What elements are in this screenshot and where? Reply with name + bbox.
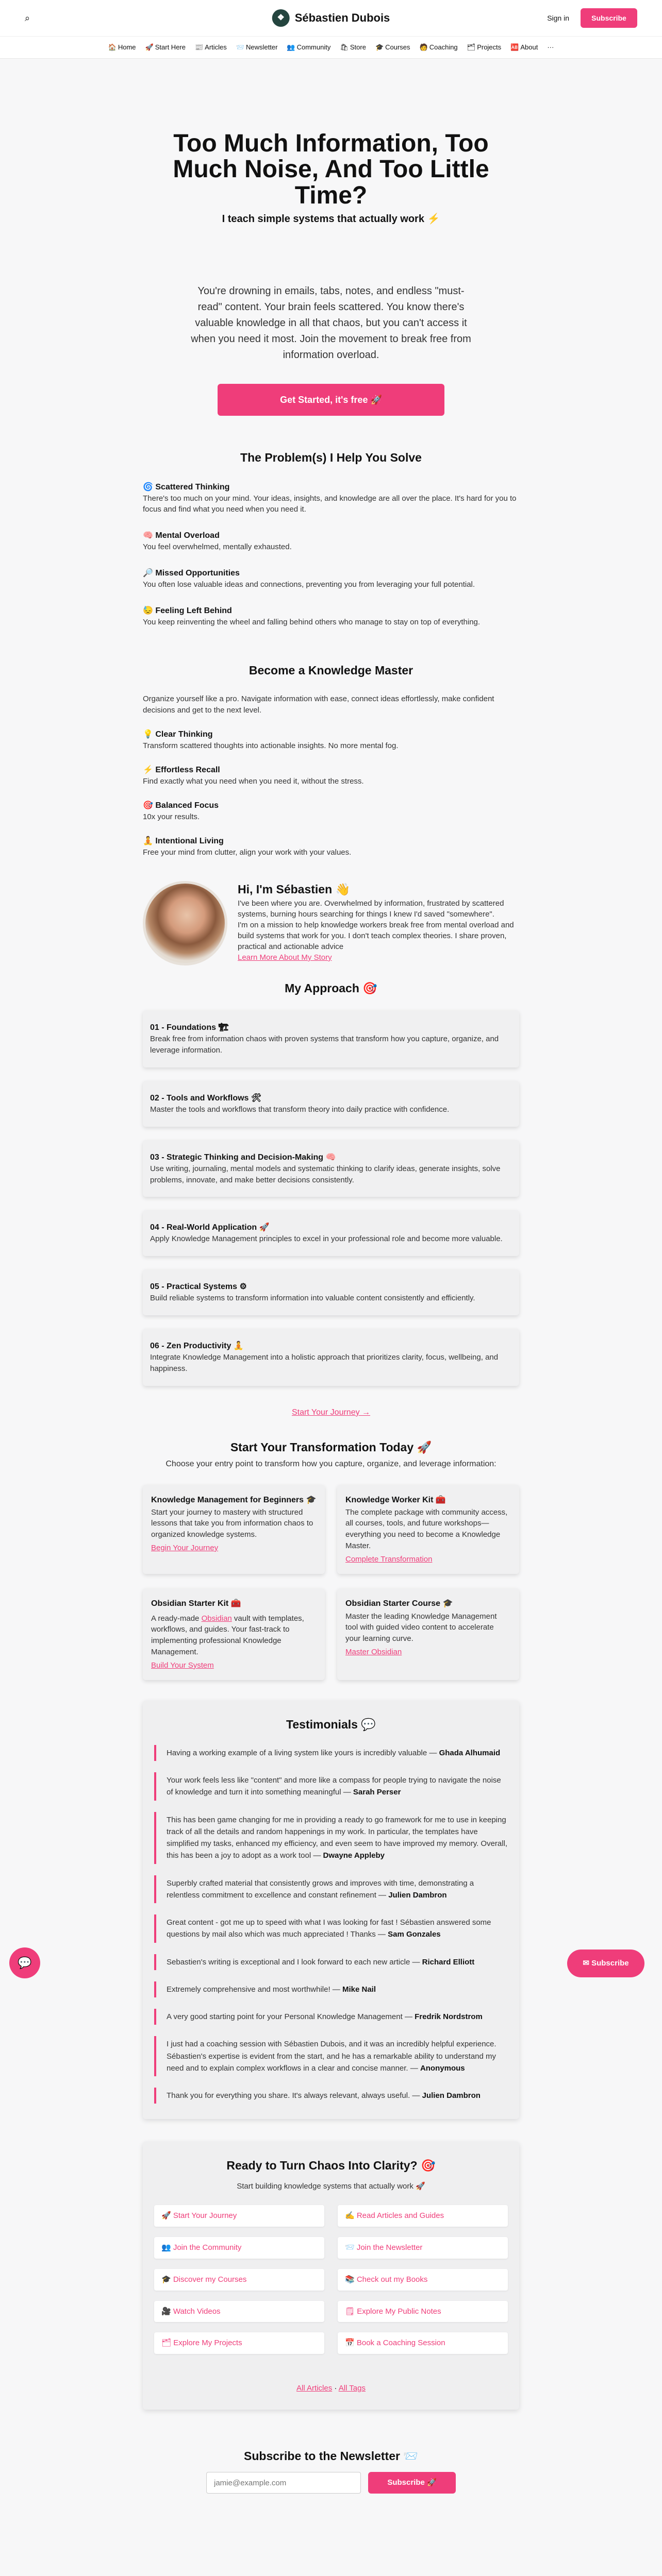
nav-label: Start Here bbox=[155, 43, 186, 51]
nav-item-courses[interactable] bbox=[375, 43, 410, 53]
offer-card bbox=[337, 1485, 519, 1574]
approach-title: 05 - Practical Systems ⚙ bbox=[150, 1282, 247, 1292]
problems-section bbox=[143, 449, 519, 628]
nav-label: Articles bbox=[205, 43, 227, 51]
offer-link[interactable]: Begin Your Journey bbox=[151, 1543, 219, 1552]
testimonial-author: Anonymous bbox=[420, 2063, 465, 2073]
newsletter-subscribe-button[interactable]: Subscribe 🚀 bbox=[368, 2472, 456, 2494]
offer-link[interactable]: Master Obsidian bbox=[345, 1647, 402, 1656]
about-title: Hi, I'm Sébastien 👋 bbox=[238, 882, 351, 896]
signin-link[interactable]: Sign in bbox=[547, 13, 569, 22]
item-title: 🔎 Missed Opportunities bbox=[143, 569, 240, 578]
nav-icon: 🚀 bbox=[145, 43, 154, 51]
testimonial-author: Sarah Perser bbox=[353, 1788, 401, 1797]
item-text: There's too much on your mind. Your ideas, insights, and knowledge are all over the place. It's hard for you to focus and find what you need when you need it. bbox=[143, 494, 517, 514]
offer-text: Master the leading Knowledge Management tool with guided video content to accelerate your learning curve. bbox=[345, 1612, 497, 1643]
offer-title: Knowledge Management for Beginners 🎓 bbox=[151, 1495, 317, 1504]
approach-text: Break free from information chaos with proven systems that transform how you capture, organize, and leverage information. bbox=[150, 1035, 499, 1055]
email-field[interactable] bbox=[206, 2472, 361, 2494]
offer-text-post: vault with templates, workflows, and guides. Your fast-track to implementing professional Knowledge Management. bbox=[151, 1614, 304, 1656]
knowledge-master-section bbox=[143, 662, 519, 858]
avatar bbox=[143, 881, 227, 965]
item-text: You feel overwhelmed, mentally exhausted. bbox=[143, 543, 292, 552]
nav-item-coaching[interactable] bbox=[420, 43, 458, 53]
testimonial-text: Superbly crafted material that consistently grows and improves with time, demonstrating a relentless commitment to excellence and constant refinement — bbox=[167, 1878, 474, 1900]
about-section bbox=[143, 881, 519, 965]
cta-link[interactable]: 👥 Join the Community bbox=[154, 2237, 324, 2259]
ready-lead: Start building knowledge systems that actually work 🚀 bbox=[237, 2181, 425, 2191]
nav-label: Community bbox=[296, 43, 331, 51]
nav-item-store[interactable] bbox=[340, 43, 366, 53]
nav-icon: 📰 bbox=[194, 43, 204, 51]
approach-text: Build reliable systems to transform information into valuable content consistently and efficiently. bbox=[150, 1294, 475, 1303]
testimonial bbox=[154, 1914, 508, 1943]
item-text: Transform scattered thoughts into actionable insights. No more mental fog. bbox=[143, 741, 399, 751]
offer-card bbox=[143, 1485, 325, 1574]
approach-card bbox=[143, 1140, 519, 1197]
testimonial-author: Dwayne Appleby bbox=[323, 1851, 385, 1860]
testimonial bbox=[154, 1812, 508, 1864]
approach-text: Integrate Knowledge Management into a holistic approach that prioritizes clarity, focus, wellbeing, and happiness. bbox=[150, 1353, 499, 1374]
approach-text: Use writing, journaling, mental models and systematic thinking to clarify ideas, generate insights, solve problems, innovate, and make better decisions consistently. bbox=[150, 1164, 501, 1184]
get-started-button[interactable]: Get Started, it's free 🚀 bbox=[218, 384, 444, 416]
testimonial-text: I just had a coaching session with Sébastien Dubois, and it was an incredibly helpful experience. Sébastien's expertise is evident from the start, and he has a remarkable ability to understand my need and to explain complex workflows in a clear and concise manner. — bbox=[167, 2040, 496, 2073]
item-title: ⚡ Effortless Recall bbox=[143, 765, 220, 774]
nav-label: Store bbox=[350, 43, 366, 51]
testimonial bbox=[154, 1981, 508, 1997]
benefit-item bbox=[143, 764, 519, 787]
testimonial-author: Julien Dambron bbox=[422, 2091, 481, 2100]
approach-card bbox=[143, 1210, 519, 1256]
nav-item-newsletter[interactable] bbox=[236, 43, 278, 53]
km-title: Become a Knowledge Master bbox=[249, 664, 413, 677]
nav-label: Home bbox=[118, 43, 136, 51]
offer-link[interactable]: Build Your System bbox=[151, 1660, 214, 1670]
problems-title: The Problem(s) I Help You Solve bbox=[240, 451, 422, 465]
nav-item-articles[interactable] bbox=[195, 43, 227, 53]
approach-title: 03 - Strategic Thinking and Decision-Making 🧠 bbox=[150, 1153, 336, 1162]
offer-text: The complete package with community access, all courses, tools, and future workshops—everything you need to become a Knowledge Master. bbox=[345, 1507, 508, 1550]
testimonial-text: Sebastien's writing is exceptional and I look forward to each new article — bbox=[167, 1957, 422, 1967]
item-text: You keep reinventing the wheel and falling behind others who manage to stay on top of everything. bbox=[143, 618, 481, 627]
nav-item-home[interactable] bbox=[108, 43, 136, 53]
benefit-item bbox=[143, 728, 519, 752]
nav-label: ··· bbox=[547, 43, 554, 51]
cta-link[interactable]: 🎥 Watch Videos bbox=[154, 2301, 324, 2323]
testimonial bbox=[154, 2088, 508, 2104]
offer-title: Obsidian Starter Course 🎓 bbox=[345, 1599, 453, 1608]
about-story-link[interactable]: Learn More About My Story bbox=[238, 953, 332, 962]
main-nav bbox=[0, 36, 662, 59]
testimonial-author: Mike Nail bbox=[342, 1985, 376, 1994]
nav-label: About bbox=[520, 43, 538, 51]
testimonial bbox=[154, 2009, 508, 2025]
item-text: You often lose valuable ideas and connections, preventing you from leveraging your full potential. bbox=[143, 580, 475, 589]
nav-icon: 📨 bbox=[236, 43, 244, 51]
testimonial-text: This has been game changing for me in providing a ready to go framework for me to use in keeping track of all the details and random happenings in my work. In particular, the templates have simplified my tasks, enhanced my efficiency, and even seem to have improved my memory. Overall, this has been a joy to adopt as a work tool — bbox=[167, 1815, 508, 1860]
offer-title: Knowledge Worker Kit 🧰 bbox=[345, 1495, 446, 1504]
testimonial bbox=[154, 1954, 508, 1970]
testimonial-author: Richard Elliott bbox=[422, 1957, 475, 1967]
testimonial bbox=[154, 1745, 508, 1761]
newsletter-form bbox=[0, 2472, 662, 2494]
hero bbox=[0, 59, 662, 416]
nav-item--[interactable] bbox=[547, 43, 554, 53]
item-text: 10x your results. bbox=[143, 812, 200, 821]
benefit-item bbox=[143, 481, 519, 516]
benefit-item bbox=[143, 605, 519, 628]
about-text-2: I'm on a mission to help knowledge workers break free from mental overload and build systems that work for you. I don't teach complex theories. I share proven, practical and actionable advice bbox=[238, 920, 514, 951]
logo-mark-icon: ❖ bbox=[272, 9, 290, 27]
hero-intro: You're drowning in emails, tabs, notes, and endless "must-read" content. Your brain feels scattered. You know there's valuable knowledge in all that chaos, but you can't access it when you need it most. Join the movement to break free from information overload. bbox=[191, 285, 471, 361]
newsletter-title: Subscribe to the Newsletter 📨 bbox=[244, 2449, 418, 2463]
all-tags-link[interactable]: All Tags bbox=[338, 2384, 366, 2393]
site-header bbox=[0, 0, 662, 36]
offer-link[interactable]: Complete Transformation bbox=[345, 1554, 433, 1564]
nav-icon: 👥 bbox=[287, 43, 295, 51]
km-lead: Organize yourself like a pro. Navigate information with ease, connect ideas effortlessly, make confident decisions and get to the next level. bbox=[143, 694, 494, 715]
transform-title: Start Your Transformation Today 🚀 bbox=[230, 1440, 432, 1454]
testimonial-text: Great content - got me up to speed with what I was looking for fast ! Sébastien answered some questions by mail also which was much appreciated ! Thanks — bbox=[167, 1918, 491, 1939]
testimonial-author: Fredrik Nordstrom bbox=[415, 2012, 483, 2022]
cta-link[interactable]: 🗒 Explore My Public Notes bbox=[338, 2301, 508, 2323]
offer-text: Start your journey to mastery with structured lessons that take you from information chaos to organized knowledge systems. bbox=[151, 1507, 313, 1539]
about-text-1: I've been where you are. Overwhelmed by information, frustrated by scattered systems, burning hours searching for things I knew I'd saved "somewhere". bbox=[238, 899, 504, 919]
chat-bubble-icon[interactable]: 💬 bbox=[9, 1947, 40, 1978]
testimonials-title: Testimonials 💬 bbox=[286, 1718, 376, 1732]
cta-link[interactable]: 🗂 Explore My Projects bbox=[154, 2332, 324, 2354]
testimonial-text: Your work feels less like "content" and more like a compass for people trying to navigate the noise of knowledge and turn it into something meaningful — bbox=[167, 1776, 501, 1797]
subscribe-button[interactable]: Subscribe bbox=[581, 8, 637, 28]
approach-card bbox=[143, 1010, 519, 1067]
approach-card bbox=[143, 1329, 519, 1386]
approach-title: 06 - Zen Productivity 🧘 bbox=[150, 1342, 244, 1351]
approach-title: My Approach 🎯 bbox=[285, 981, 377, 995]
approach-card bbox=[143, 1269, 519, 1315]
offer-text-pre: A ready-made bbox=[151, 1614, 202, 1623]
approach-title: 04 - Real-World Application 🚀 bbox=[150, 1223, 270, 1232]
item-title: 🧠 Mental Overload bbox=[143, 531, 220, 540]
nav-label: Projects bbox=[477, 43, 502, 51]
testimonial-text: Thank you for everything you share. It's always relevant, always useful. — bbox=[167, 2091, 422, 2100]
cta-link[interactable]: 📨 Join the Newsletter bbox=[338, 2237, 508, 2259]
approach-text: Master the tools and workflows that transform theory into daily practice with confidence. bbox=[150, 1105, 450, 1114]
offer-card bbox=[337, 1588, 519, 1680]
testimonial-text: A very good starting point for your Personal Knowledge Management — bbox=[167, 2012, 415, 2022]
testimonial bbox=[154, 2036, 508, 2076]
approach-title: 01 - Foundations 🏗 bbox=[150, 1023, 229, 1032]
cta-link[interactable]: 📅 Book a Coaching Session bbox=[338, 2332, 508, 2354]
offer-title: Obsidian Starter Kit 🧰 bbox=[151, 1599, 241, 1608]
item-title: 😓 Feeling Left Behind bbox=[143, 606, 232, 616]
start-journey-link[interactable]: Start Your Journey → bbox=[291, 1408, 371, 1417]
nav-icon: 🎓 bbox=[375, 43, 384, 51]
testimonial-text: Having a working example of a living system like yours is incredibly valuable — bbox=[167, 1748, 439, 1757]
nav-icon: 🧑 bbox=[419, 43, 428, 51]
approach-text: Apply Knowledge Management principles to excel in your professional role and become more valuable. bbox=[150, 1234, 503, 1244]
cta-link[interactable]: ✍ Read Articles and Guides bbox=[338, 2205, 508, 2227]
nav-icon: 🏠 bbox=[108, 43, 117, 51]
testimonial-author: Sam Gonzales bbox=[388, 1930, 441, 1939]
nav-icon: 🗂 bbox=[467, 43, 476, 51]
benefit-item bbox=[143, 530, 519, 553]
nav-item-start-here[interactable] bbox=[145, 43, 186, 53]
item-title: 🌀 Scattered Thinking bbox=[143, 482, 230, 492]
transformation-section bbox=[143, 1439, 519, 1680]
item-title: 🎯 Balanced Focus bbox=[143, 801, 219, 810]
offer-card bbox=[143, 1588, 325, 1680]
newsletter-section bbox=[0, 2448, 662, 2494]
nav-icon: 🆎 bbox=[510, 43, 519, 51]
approach-section bbox=[143, 980, 519, 1418]
brand-name: Sébastien Dubois bbox=[294, 11, 390, 25]
approach-title: 02 - Tools and Workflows 🛠 bbox=[150, 1093, 262, 1103]
nav-icon: 🛍 bbox=[340, 43, 349, 51]
benefit-item bbox=[143, 835, 519, 858]
ready-title: Ready to Turn Chaos Into Clarity? 🎯 bbox=[226, 2159, 436, 2173]
hero-tagline: I teach simple systems that actually work ⚡ bbox=[222, 213, 440, 225]
offer-text bbox=[151, 1611, 317, 1658]
all-articles-link[interactable]: All Articles bbox=[296, 2384, 333, 2393]
ready-section bbox=[143, 2142, 519, 2410]
nav-item-about[interactable] bbox=[510, 43, 538, 53]
nav-item-community[interactable] bbox=[287, 43, 330, 53]
obsidian-link[interactable]: Obsidian bbox=[201, 1614, 232, 1623]
testimonial-author: Ghada Alhumaid bbox=[439, 1748, 501, 1757]
approach-card bbox=[143, 1081, 519, 1127]
transform-lead: Choose your entry point to transform how you capture, organize, and leverage information: bbox=[166, 1460, 496, 1469]
testimonial-text: Extremely comprehensive and most worthwhile! — bbox=[167, 1985, 342, 1994]
testimonial-author: Julien Dambron bbox=[388, 1890, 447, 1900]
item-text: Find exactly what you need when you need it, without the stress. bbox=[143, 776, 364, 786]
benefit-item bbox=[143, 567, 519, 590]
item-title: 💡 Clear Thinking bbox=[143, 730, 213, 739]
testimonials-section bbox=[143, 1701, 519, 2119]
cta-link[interactable]: 📚 Check out my Books bbox=[338, 2269, 508, 2291]
separator: · bbox=[332, 2384, 339, 2393]
testimonial bbox=[154, 1772, 508, 1801]
nav-label: Courses bbox=[385, 43, 410, 51]
floating-subscribe-button[interactable]: ✉ Subscribe bbox=[567, 1950, 644, 1977]
testimonial bbox=[154, 1875, 508, 1904]
benefit-item bbox=[143, 800, 519, 823]
cta-link[interactable]: 🎓 Discover my Courses bbox=[154, 2269, 324, 2291]
item-title: 🧘 Intentional Living bbox=[143, 836, 224, 845]
hero-title: Too Much Information, Too Much Noise, And Too Little Time? bbox=[173, 130, 489, 209]
nav-label: Coaching bbox=[429, 43, 458, 51]
item-text: Free your mind from clutter, align your work with your values. bbox=[143, 848, 352, 857]
search-icon[interactable]: ⌕ bbox=[25, 12, 30, 23]
cta-link[interactable]: 🚀 Start Your Journey bbox=[154, 2205, 324, 2227]
nav-item-projects[interactable] bbox=[467, 43, 501, 53]
site-logo[interactable] bbox=[272, 9, 390, 27]
nav-label: Newsletter bbox=[245, 43, 278, 51]
